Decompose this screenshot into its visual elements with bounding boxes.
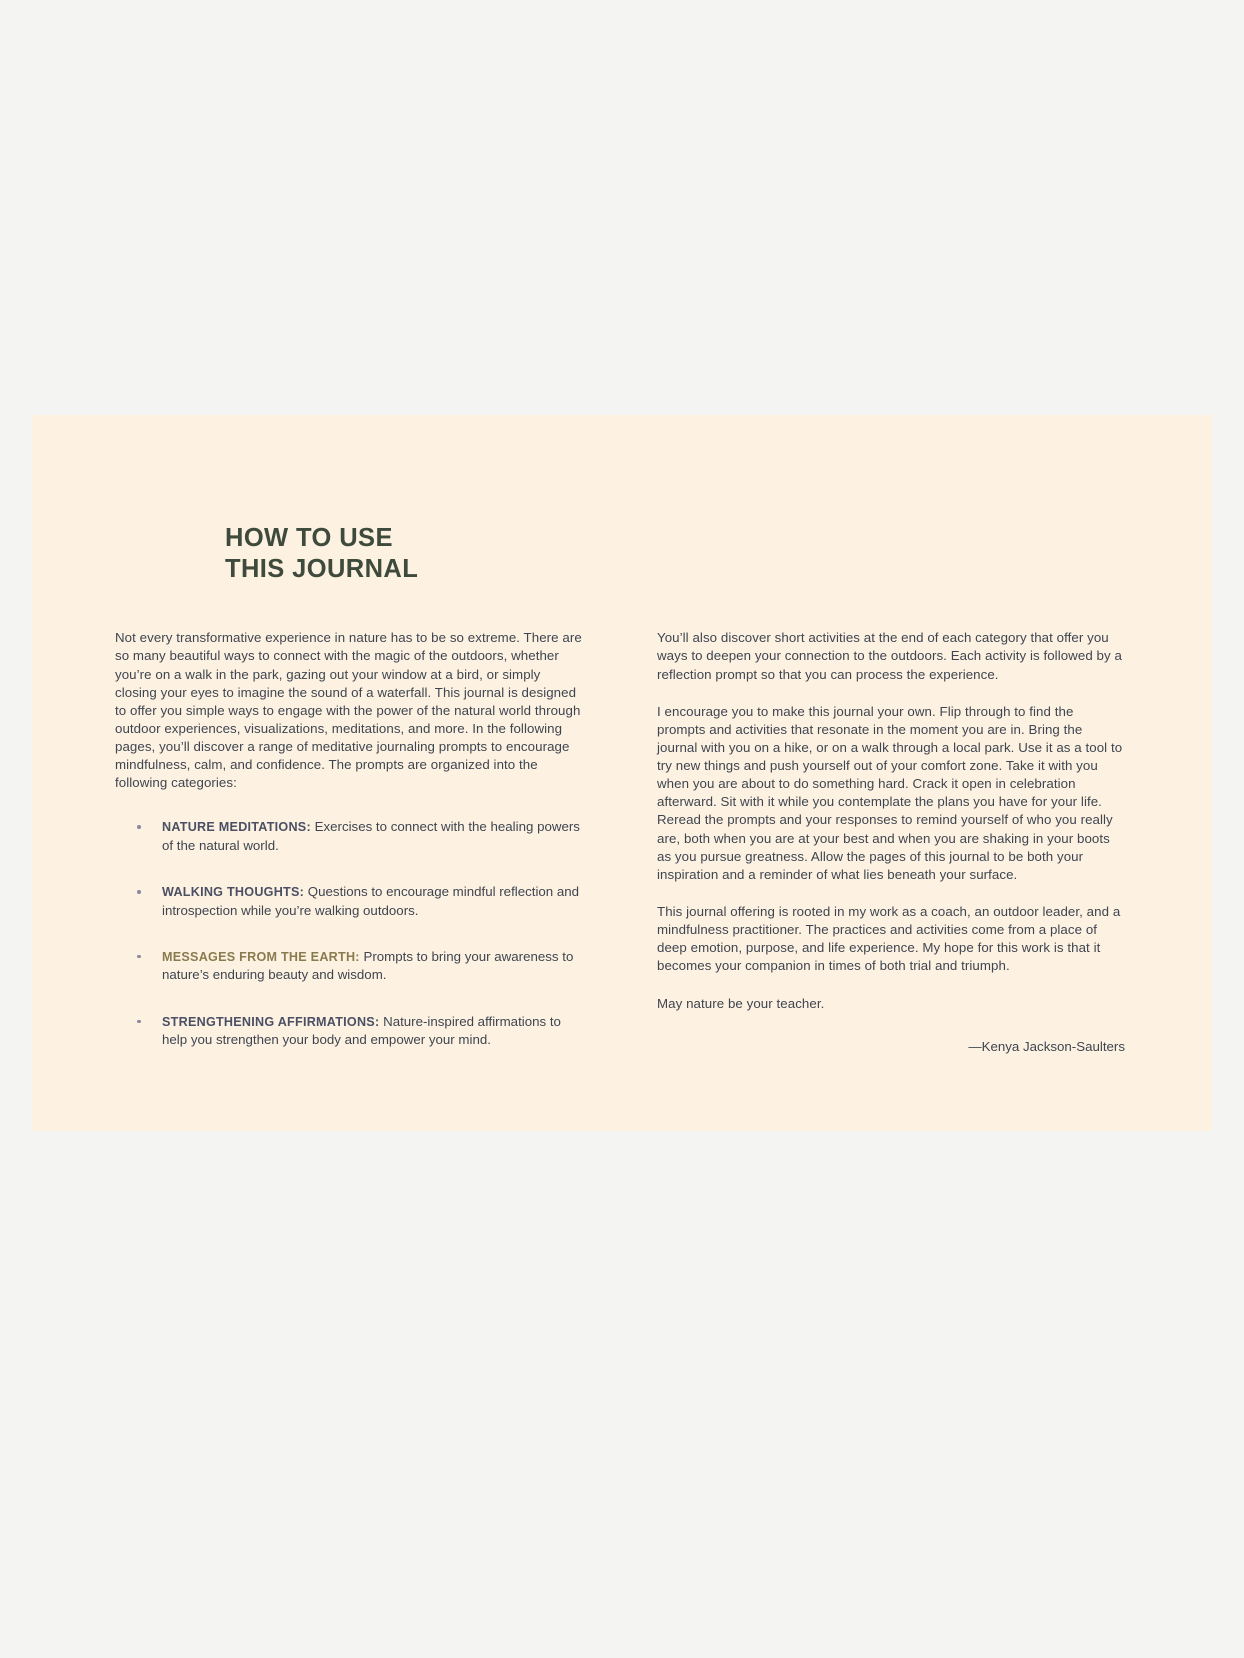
page-title-line-1: HOW TO USE <box>225 524 393 552</box>
category-label: NATURE MEDITATIONS: <box>162 820 311 835</box>
list-item <box>115 948 585 985</box>
right-paragraph-4: May nature be your teacher. <box>657 995 825 1011</box>
bullet-dot-icon <box>137 825 141 829</box>
list-item <box>115 883 585 920</box>
right-paragraph-1: You’ll also discover short activities at the end of each category that offer you ways to deepen your connection to the outdoors. Each activity is followed by a reflection prompt so that you can process the experience. <box>657 630 1122 682</box>
author-signature: —Kenya Jackson-Saulters <box>968 1038 1125 1054</box>
list-item <box>115 818 585 855</box>
bullet-dot-icon <box>137 1020 141 1024</box>
left-intro-paragraph: Not every transformative experience in nature has to be so extreme. There are so many beautiful ways to connect with the magic of the outdoors, whether you’re on a walk in the park, gazing out your window at a bird, or simply closing your eyes to imagine the sound of a waterfall. This journal is designed to offer you simple ways to engage with the power of the natural world through outdoor experiences, visualizations, meditations, and more. In the following pages, you’ll discover a range of meditative journaling prompts to encourage mindfulness, calm, and confidence. The prompts are organized into the following categories: <box>115 630 582 791</box>
category-label: STRENGTHENING AFFIRMATIONS: <box>162 1014 380 1029</box>
page-content <box>115 523 1125 1056</box>
category-description: Nature-inspired affirmations to help you strengthen your body and empower your mind. <box>162 1013 561 1048</box>
category-list <box>115 818 585 1049</box>
page-title-line-2: THIS JOURNAL <box>225 555 419 584</box>
category-description: Questions to encourage mindful reflection and introspection while you’re walking outdoors. <box>162 884 580 918</box>
bullet-dot-icon <box>137 955 141 959</box>
left-column <box>115 629 585 1056</box>
right-column <box>657 629 1125 1056</box>
right-paragraph-3: This journal offering is rooted in my work as a coach, an outdoor leader, and a mindfulness practitioner. The practices and activities come from a place of deep emotion, purpose, and life experience. My hope for this work is that it becomes your companion in times of both trial and triumph. <box>657 904 1121 974</box>
page-title <box>225 523 1125 585</box>
category-description: Prompts to bring your awareness to nature’s enduring beauty and wisdom. <box>162 948 574 983</box>
right-paragraph-2: I encourage you to make this journal your own. Flip through to find the prompts and activities that resonate in the moment you are in. Bring the journal with you on a hike, or on a walk through a local park. Use it as a tool to try new things and push yourself out of your comfort zone. Take it with you when you are about to do something hard. Crack it open in celebration afterward. Sit with it while you contemplate the plans you have for your life. Reread the prompts and your responses to remind yourself of who you really are, both when you are at your best and when you are shaking in your boots as you pursue greatness. Allow the pages of this journal to be both your inspiration and a reminder of what lies beneath your surface. <box>657 703 1123 882</box>
list-item <box>115 1013 585 1050</box>
category-label: WALKING THOUGHTS: <box>162 885 305 900</box>
category-description: Exercises to connect with the healing powers of the natural world. <box>162 819 580 853</box>
category-label: MESSAGES FROM THE EARTH: <box>162 949 360 964</box>
bullet-dot-icon <box>137 890 141 894</box>
book-page-spread <box>32 415 1212 1131</box>
two-column-body <box>115 629 1125 1056</box>
